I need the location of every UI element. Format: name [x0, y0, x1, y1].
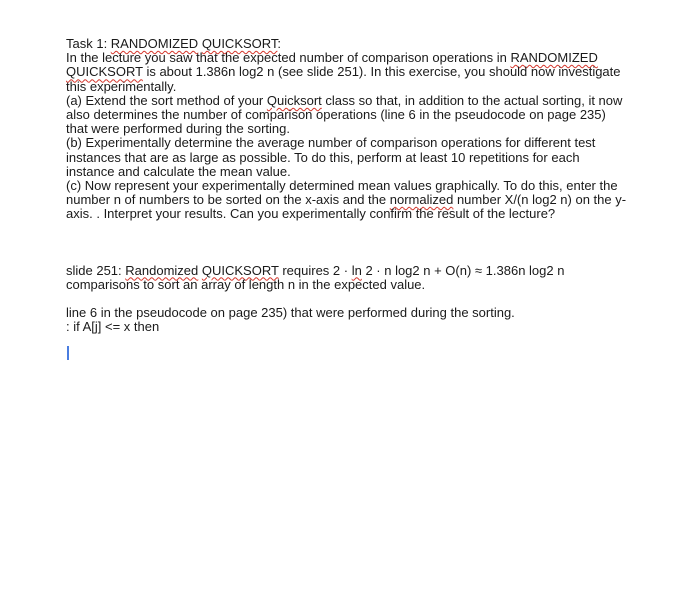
text-line: QUICKSORT is about 1.386n log2 n (see slide 251). In this exercise, you should now investigate [66, 64, 621, 80]
text-line: instances that are as large as possible. To do this, perform at least 10 repetitions for each [66, 149, 580, 165]
spellcheck-word[interactable]: normalized [389, 192, 454, 208]
text-line: that were performed during the sorting. [66, 121, 291, 137]
blank-space [66, 222, 646, 264]
note-section [66, 306, 646, 334]
text-line: (a) Extend the sort method of your Quicksort class so that, in addition to the actual sorting, it now [66, 92, 623, 108]
spellcheck-word[interactable]: Randomized [125, 262, 199, 278]
spellcheck-word[interactable]: QUICKSORT [66, 64, 143, 80]
text-line: : if A[j] <= x then [66, 319, 160, 335]
spellcheck-word[interactable]: QUICKSORT [201, 36, 278, 51]
task-section [66, 37, 646, 222]
text-line: also determines the number of comparison operations (line 6 in the pseudocode on page 235) [66, 107, 606, 123]
spellcheck-word[interactable]: Quicksort [266, 92, 322, 108]
slide-section [66, 264, 646, 292]
text-line: (b) Experimentally determine the average number of comparison operations for different test [66, 135, 596, 151]
text-line: this experimentally. [66, 78, 177, 94]
spellcheck-word[interactable]: QUICKSORT [201, 262, 279, 278]
blank-space [66, 292, 646, 306]
text-line: comparisons to sort an array of length n in the expected value. [66, 276, 426, 292]
task-title: Task 1: RANDOMIZED QUICKSORT: [66, 36, 282, 51]
text-line: In the lecture you saw that the expected number of comparison operations in RANDOMIZED [66, 50, 598, 66]
spellcheck-word[interactable]: ln [351, 262, 362, 278]
text-line: (c) Now represent your experimentally determined mean values graphically. To do this, enter the [66, 178, 618, 194]
text-cursor [67, 346, 69, 360]
spellcheck-word[interactable]: RANDOMIZED [510, 50, 598, 66]
spellcheck-word[interactable]: RANDOMIZED [110, 36, 199, 51]
text-line: slide 251: Randomized QUICKSORT requires 2 · ln 2 · n log2 n + O(n) ≈ 1.386n log2 n [66, 262, 565, 278]
text-line: instance and calculate the mean value. [66, 163, 291, 179]
text-line: number n of numbers to be sorted on the x-axis and the normalized number X/(n log2 n) on the y- [66, 192, 627, 208]
text-line: axis. . Interpret your results. Can you experimentally confirm the result of the lecture? [66, 206, 556, 222]
text-line: line 6 in the pseudocode on page 235) that were performed during the sorting. [66, 305, 515, 321]
document-body[interactable] [66, 37, 646, 334]
